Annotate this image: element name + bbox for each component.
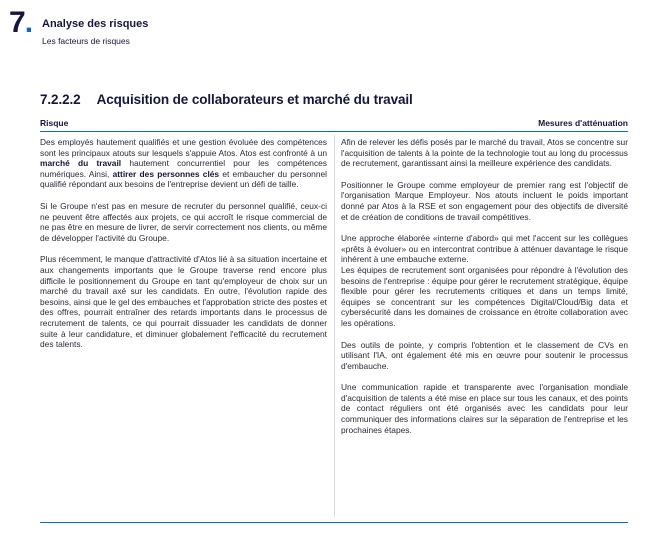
risk-p1-bold-labour-market: marché du travail [40,158,122,169]
mitigation-paragraph-2: Positionner le Groupe comme employeur de premier rang est l'objectif de l'organisation Marque Employeur. Nos atouts incluent le poids important donné par Atos à la RSE et son engagement pour des objectifs de diversité et de création de conditions de travail compétitives. [341,179,628,222]
mitigation-paragraph-4: Les équipes de recrutement sont organisées pour répondre à l'évolution des besoins de l'entreprise : équipe pour gérer le recrutement stratégique, équipe flexible pour gérer les recrutements critiques et dans un temps limité, équipes se concentrant sur les compétences Digital/Cloud/Big data et cybersécurité dans les domaines de croissance en étroite collaboration avec les opérations. [341,264,628,328]
risk-column-header: Risque [40,118,69,128]
risk-p1-bold-key-people: attirer des personnes clés [112,168,220,179]
chapter-subtitle: Les facteurs de risques [42,36,130,46]
mitigation-paragraph-3: Une approche élaborée «interne d'abord» qui met l'accent sur les collègues «prêts à évoluer» ou en intercontrat contribue à atténuer davantage le risque inhérent à une embauche externe. [341,233,628,265]
risk-paragraph-1 [40,137,327,190]
section-number: 7.2.2.2 [40,92,81,107]
chapter-title: Analyse des risques [42,18,149,30]
table-bottom-rule [40,522,628,523]
risk-paragraph-2: Si le Groupe n'est pas en mesure de recruter du personnel qualifié, ceux-ci ne peuvent être affectés aux projets, ce qui accroît le risque commercial de ne pas être en mesure de livrer, de servir correctement nos clients, ou même de développer l'activité du Groupe. [40,200,327,243]
risk-column [40,137,327,361]
risk-p1-text-a: Des employés hautement qualifiés et une gestion évoluée des compétences sont les principaux atouts sur lesquels s'appuie Atos. Atos est confronté à un [40,137,327,158]
risk-p1-text-c: hautement concurrentiel pour les compétences numériques. Ainsi, [40,158,327,179]
chapter-number [9,6,32,40]
mitigation-paragraph-5: Des outils de pointe, y compris l'obtention et le classement de CVs en utilisant l'IA, ont également été mis en œuvre pour soutenir le processus d'embauche. [341,339,628,371]
mitigation-column-header: Mesures d'atténuation [538,118,628,128]
mitigation-column [341,137,628,446]
section-heading [40,92,413,107]
table-header [40,116,628,132]
chapter-number-dot: . [24,6,33,39]
column-divider [334,135,335,517]
mitigation-paragraph-1: Afin de relever les défis posés par le marché du travail, Atos se concentre sur l'acquisition de talents à la pointe de la technologie tout au long du processus de recrutement, garantissant ainsi la meilleure expérience des candidats. [341,137,628,169]
mitigation-paragraph-6: Une communication rapide et transparente avec l'organisation mondiale d'acquisition de talents a été mise en place sur tous les canaux, et des points de contact réguliers ont été organisés avec les candidats pour leur communiquer des informations claires sur la séparation de l'entreprise et les prochaines étapes. [341,382,628,435]
chapter-number-value: 7 [9,6,25,39]
risk-paragraph-3: Plus récemment, le manque d'attractivité d'Atos lié à sa situation incertaine et aux changements importants que le Groupe traverse rend encore plus difficile le positionnement du Groupe en tant qu'employeur de choix sur un marché du travail axé sur les candidats. En outre, l'évolution rapide des besoins, ainsi que le gel des embauches et l'approbation stricte des postes et des offres, pourrait entraîner des retards importants dans le processus de recrutement de talents, ce qui pourrait dissuader les candidats de donner suite à leur candidature, et diminuer globalement l'efficacité du recrutement des talents. [40,254,327,350]
section-title: Acquisition de collaborateurs et marché du travail [96,92,413,107]
risk-p1-text-d: et embaucher du personnel qualifié répondant aux besoins de l'entreprise devient un défi de taille. [40,168,327,190]
